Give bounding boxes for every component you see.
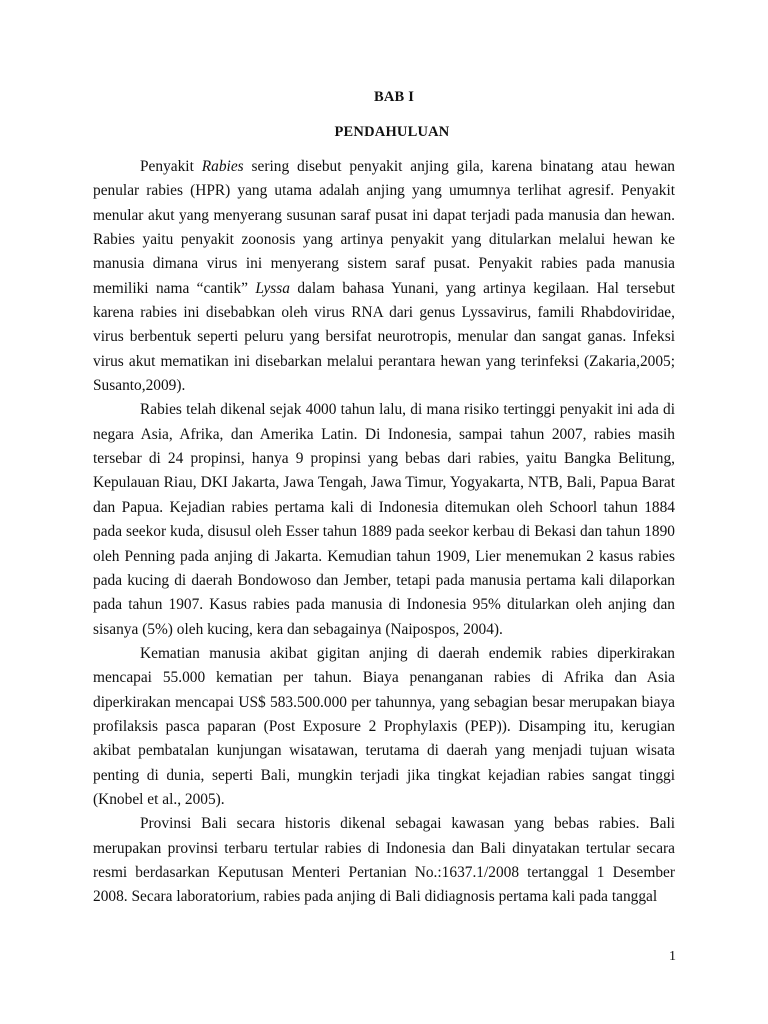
italic-term-lyssa: Lyssa xyxy=(255,279,290,297)
paragraph-1-text-a: Penyakit xyxy=(140,158,202,175)
chapter-title: PENDAHULUAN xyxy=(334,124,450,140)
italic-term-rabies: Rabies xyxy=(201,158,244,175)
paragraph-3: Kematian manusia akibat gigitan anjing di daerah endemik rabies diperkirakan mencapai 55.000 kematian per tahun. Biaya penanganan rabies di Afrika dan Asia diperkirakan mencapai US$ 583.500.000 per tahunnya, yang sebagian besar merupakan biaya profilaksis pasca paparan (Post Exposure 2 Prophylaxis (PEP)). Disamping itu, kerugian akibat pembatalan kunjungan wisatawan, terutama di daerah yang menjadi tujuan wisata penting di dunia, seperti Bali, mungkin terjadi jika tingkat kejadian rabies sangat tinggi (Knobel et al., 2005). xyxy=(93,644,675,808)
paragraph-1-text-c: dalam bahasa Yunani, yang artinya kegilaan. Hal tersebut karena rabies ini disebabkan oleh virus RNA dari genus Lyssavirus, famili Rhabdoviridae, virus berbentuk seperti peluru yang bersifat neurotropis, menular dan sangat ganas. Infeksi virus akut mematikan ini disebarkan melalui perantara hewan yang terinfeksi (Zakaria,2005; Susanto,2009). xyxy=(93,279,675,395)
paragraph-4: Provinsi Bali secara historis dikenal sebagai kawasan yang bebas rabies. Bali merupakan provinsi terbaru tertular rabies di Indonesia dan Bali dinyatakan tertular secara resmi berdasarkan Keputusan Menteri Pertanian No.:1637.1/2008 tertanggal 1 Desember 2008. Secara laboratorium, rabies pada anjing di Bali didiagnosis pertama kali pada tanggal xyxy=(93,815,675,906)
paragraph-1-text-b: sering disebut penyakit anjing gila, karena binatang atau hewan penular rabies (HPR) yang utama adalah anjing yang umumnya terlihat agresif. Penyakit menular akut yang menyerang susunan saraf pusat ini dapat terjadi pada manusia dan hewan. Rabies yaitu penyakit zoonosis yang artinya penyakit yang ditularkan melalui hewan ke manusia dimana virus ini menyerang sistem saraf pusat. Penyakit rabies pada manusia memiliki nama “cantik” xyxy=(93,158,675,297)
paragraph-1 xyxy=(93,155,675,398)
paragraph-2: Rabies telah dikenal sejak 4000 tahun lalu, di mana risiko tertinggi penyakit ini ada di negara Asia, Afrika, dan Amerika Latin. Di Indonesia, sampai tahun 2007, rabies masih tersebar di 24 propinsi, hanya 9 propinsi yang bebas dari rabies, yaitu Bangka Belitung, Kepulauan Riau, DKI Jakarta, Jawa Tengah, Jawa Timur, Yogyakarta, NTB, Bali, Papua Barat dan Papua. Kejadian rabies pertama kali di Indonesia ditemukan oleh Schoorl tahun 1884 pada seekor kuda, disusul oleh Esser tahun 1889 pada seekor kerbau di Bekasi dan tahun 1890 oleh Penning pada anjing di Jakarta. Kemudian tahun 1909, Lier menemukan 2 kasus rabies pada kucing di daerah Bondowoso dan Jember, tetapi pada manusia pertama kali dilaporkan pada tahun 1907. Kasus rabies pada manusia di Indonesia 95% ditularkan oleh anjing dan sisanya (5%) oleh kucing, kera dan sebagainya (Naipospos, 2004). xyxy=(93,401,675,638)
chapter-heading: BAB I xyxy=(373,89,415,105)
document-body xyxy=(93,155,675,910)
page-number: 1 xyxy=(669,949,676,964)
